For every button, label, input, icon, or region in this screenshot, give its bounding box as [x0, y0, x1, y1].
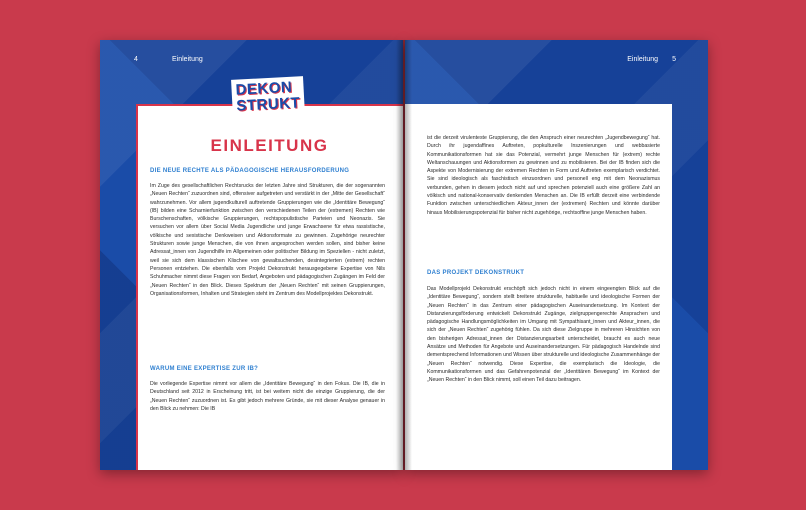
dekonstrukt-logo — [231, 76, 305, 118]
right-page-number: 5 — [672, 56, 676, 63]
open-brochure — [100, 40, 708, 470]
book-gutter — [396, 40, 412, 470]
logo-line-1: DEKON — [235, 78, 293, 99]
page-heading: EINLEITUNG — [210, 136, 329, 155]
left-paragraph-2: Die vorliegende Expertise nimmt vor allem die „Identitäre Bewegung“ in den Fokus. Die IB, die in Deutschland seit 2012 in Erscheinung tritt, ist bei weitem nicht die einzige Gruppierung, die der „Neuen Rechten“ zuzuordnen ist. Es gibt jedoch mehrere Gründe, sie mit dieser Analyse genauer in den Blick zu nehmen: Die IB — [150, 381, 385, 412]
left-running-title: Einleitung — [172, 56, 203, 63]
left-page — [100, 40, 403, 470]
subheading-warum-expertise: WARUM EINE EXPERTISE ZUR IB? — [150, 366, 259, 372]
subheading-neue-rechte: DIE NEUE RECHTE ALS PÄDAGOGISCHE HERAUSFORDERUNG — [150, 168, 350, 174]
left-paragraph-1: Im Zuge des gesellschaftlichen Rechtsrucks der letzten Jahre sind Strukturen, die der sogenannten „Neuen Rechten“ zuzuordnen sind, offensiver aufgetreten und verstärkt in der „Mitte der Gesellschaft“ wahrzunehmen. Vor allem jugendkulturell auftretende Gruppierungen wie die „Identitäre Bewegung“ (IB) bilden eine Scharnierfunktion zwischen den verschiedenen Teilen der (extremen) Rechten wie Burschenschaften, völkische Gruppierungen, rechtspopulistische Parteien und Neonazis. Sie versuchen vor allem über Social Media Jugendliche und junge Erwachsene für etwa rassistische, völkische und sexistische Denkweisen und Aktionsformate zu gewinnen. Zugehörige neurechter Strukturen sowie junge Menschen, die von ihnen angesprochen werden sollen, sind bisher keine Adressat_innen von Jugendhilfe im Allgemeinen oder politischer Bildung im Speziellen - nicht zuletzt, weil sie sich dem klassischen Klischee von gewaltsuchenden, desintegrierten (extrem) rechten Personen entziehen. Die ebenfalls vom Projekt Dekonstrukt herausgegebene Expertise von Nils Schuhmacher nimmt diese Fragen von Bedarf, Angeboten und pädagogischen Zugängen im Feld der „Neuen Rechten“ in den Blick. Dieses Spektrum der „Neuen Rechten“ mit seinen Gruppierungen, Organisationsformen, Inhalten und Strategien steht im Zentrum des Modellprojektes Dekonstrukt. — [150, 183, 385, 297]
right-page — [405, 40, 708, 470]
right-paragraph-1: ist die derzeit virulenteste Gruppierung, die den Anspruch einer neurechten „Jugendbewegung“ hat. Durch ihr jugendaffines Auftreten, popkulturelle Inszenierungen und webbasierte Kommunikationsformen hat sie das Potenzial, vermehrt junge Menschen für (extrem) rechte Weltanschauungen und Aktionsformen zu gewinnen und zu mobilisieren. Bei der IB finden sich die Aspekte von Modernisierung der extremen Rechten in Form und Auftreten exemplarisch verdichtet. Sie sind ideologisch als faschistisch einzuordnen und personell eng mit dem Neonazismus verbunden, gehen in diesem jedoch nicht auf und sprechen potenziell auch eine größere Zahl an völkisch und national-konservativ denkenden Menschen an. Die IB erfüllt derzeit eine verbindende Funktion zwischen unterschiedlichen Akteur_innen der (extremen) Rechten und könnte darüber hinaus Mobilisierungspotenzial für bisher nicht zugehörige, rechtsoffine junge Menschen haben. — [427, 135, 660, 216]
subheading-projekt: DAS PROJEKT DEKONSTRUKT — [427, 270, 525, 276]
right-paragraph-2: Das Modellprojekt Dekonstrukt erschöpft sich jedoch nicht in einem eingeengten Blick auf die „Identitäre Bewegung“, sondern stellt breitere strukturelle, habituelle und ideologische Formen der „Neuen Rechten“ in das Zentrum einer pädagogischen Auseinandersetzung. Im Kontext der Distanzierungsförderung entwickelt Dekonstrukt Zugänge, zielgruppengerechte Ansprachen und pädagogische Handlungsmöglichkeiten im Umgang mit Sympathisant_innen und Akteur_innen, die sich der „Neuen Rechten“ zugehörig fühlen. Da sich diese Zielgruppe in mehreren Hinsichten von den bisherigen Adressat_innen der Distanzierungsarbeit unterscheidet, braucht es auch neue Ansätze und Methoden für Angebote und Auseinandersetzungen. Für pädagogisch Handelnde sind dementsprechend Informationen und Wissen über strukturelle und ideologische Zusammenhänge der „Neuen Rechten“ notwendig. Diese Expertise, die exemplarisch die Ideologie, die Kommunikationsformen und das Gefahrenpotenzial der „Identitären Bewegung“ im Kontext der „Neuen Rechten“ in den Blick nimmt, soll einen Teil dazu beitragen. — [427, 286, 660, 384]
left-page-number: 4 — [134, 56, 138, 63]
logo-line-2: STRUKT — [235, 94, 301, 115]
right-running-title: Einleitung — [627, 56, 658, 63]
